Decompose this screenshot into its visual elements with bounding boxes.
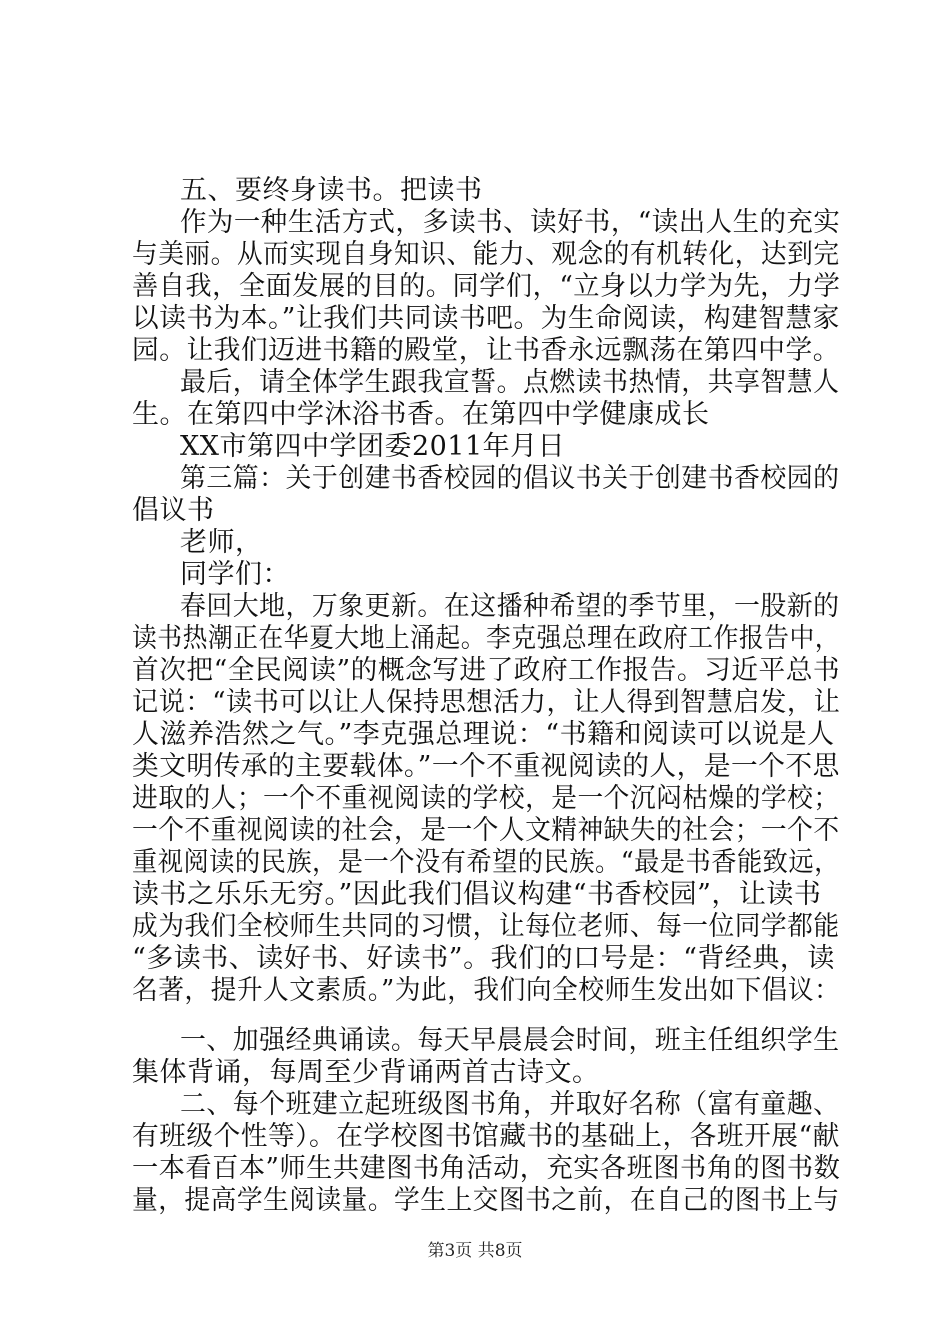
text-line: 进取的人；一个不重视阅读的学校，是一个沉闷枯燥的学校； — [132, 783, 840, 814]
text-line: 以读书为本。”让我们共同读书吧。为生命阅读，构建智慧家 — [132, 303, 840, 334]
text-line: 类文明传承的主要载体。”一个不重视阅读的人，是一个不思 — [132, 751, 840, 782]
page-number-footer: 第3页 共8页 — [427, 1241, 523, 1261]
text-line: 春回大地，万象更新。在这播种希望的季节里，一股新的 — [180, 591, 840, 622]
text-line: 人滋养浩然之气。”李克强总理说：“书籍和阅读可以说是人 — [132, 719, 835, 750]
salutation-line: 老师， — [180, 527, 263, 558]
text-line: 五、要终身读书。把读书 — [180, 175, 483, 206]
section-heading: 倡议书 — [132, 495, 215, 526]
text-line: 读书热潮正在华夏大地上涌起。李克强总理在政府工作报告中， — [132, 623, 841, 654]
text-line: “多读书、读好书、好读书”。我们的口号是：“背经典，读 — [132, 943, 835, 974]
text-line: 重视阅读的民族，是一个没有希望的民族。“最是书香能致远， — [132, 847, 840, 878]
text-line: 一、加强经典诵读。每天早晨晨会时间，班主任组织学生 — [180, 1025, 840, 1056]
text-line: 成为我们全校师生共同的习惯，让每位老师、每一位同学都能 — [132, 911, 840, 942]
section-heading: 第三篇：关于创建书香校园的倡议书关于创建书香校园的 — [180, 463, 840, 494]
text-line: 记说：“读书可以让人保持思想活力，让人得到智慧启发，让 — [132, 687, 841, 718]
text-line: 作为一种生活方式，多读书、读好书，“读出人生的充实 — [180, 207, 841, 238]
text-line: 一个不重视阅读的社会，是一个人文精神缺失的社会；一个不 — [132, 815, 840, 846]
text-line: 读书之乐乐无穷。”因此我们倡议构建“书香校园”，让读书 — [132, 879, 822, 910]
text-line: 名著，提升人文素质。”为此，我们向全校师生发出如下倡议： — [132, 975, 841, 1006]
text-line: 最后，请全体学生跟我宣誓。点燃读书热情，共享智慧人 — [180, 367, 840, 398]
text-line: 首次把“全民阅读”的概念写进了政府工作报告。习近平总书 — [132, 655, 841, 686]
text-line: 有班级个性等）。在学校图书馆藏书的基础上，各班开展“献 — [132, 1121, 840, 1152]
text-line: 一本看百本”师生共建图书角活动，充实各班图书角的图书数 — [132, 1153, 841, 1184]
signature-line: XX市第四中学团委2011年月日 — [180, 431, 566, 462]
salutation-line: 同学们： — [180, 559, 290, 590]
text-line: 生。在第四中学沐浴书香。在第四中学健康成长 — [132, 399, 710, 430]
text-line: 集体背诵，每周至少背诵两首古诗文。 — [132, 1057, 600, 1088]
text-line: 善自我，全面发展的目的。同学们，“立身以力学为先，力学 — [132, 271, 841, 302]
text-line: 量，提高学生阅读量。学生上交图书之前，在自己的图书上与 — [132, 1185, 840, 1216]
text-line: 园。让我们迈进书籍的殿堂，让书香永远飘荡在第四中学。 — [132, 335, 840, 366]
text-line: 与美丽。从而实现自身知识、能力、观念的有机转化，达到完 — [132, 239, 840, 270]
text-line: 二、每个班建立起班级图书角，并取好名称（富有童趣、 — [180, 1089, 840, 1120]
